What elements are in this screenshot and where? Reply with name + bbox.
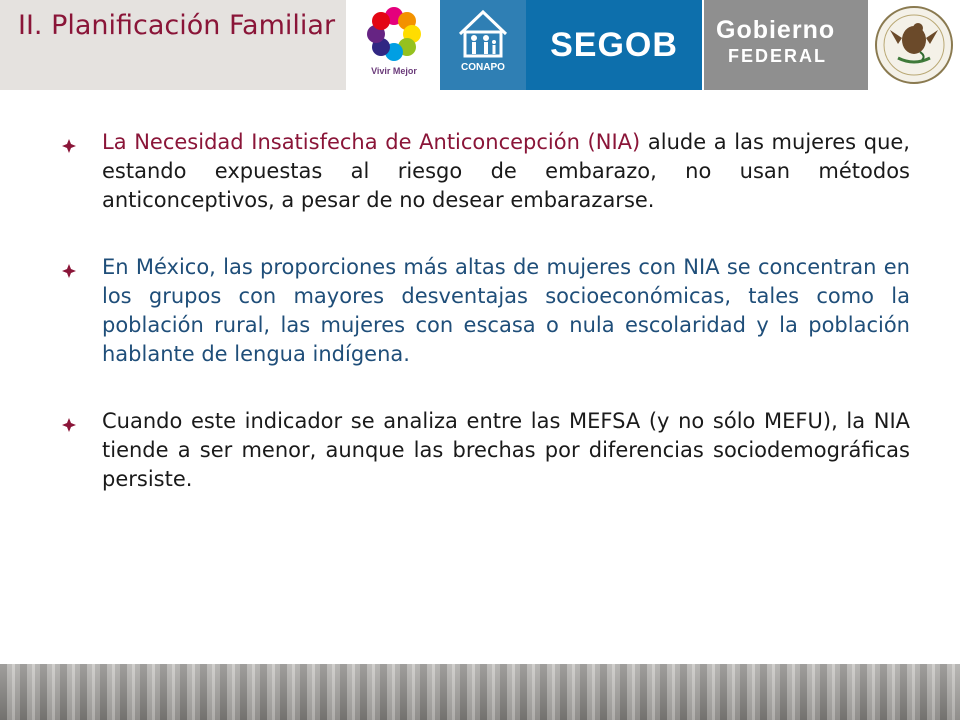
federal-text: FEDERAL [728, 46, 827, 66]
bullet-item [62, 128, 910, 215]
bullet-item [62, 407, 910, 494]
segob-text: SEGOB [550, 26, 678, 64]
slide-content [62, 128, 910, 532]
conapo-house-icon [440, 0, 526, 62]
bullet-text [102, 128, 910, 215]
bullet-text-rest: alude a las mujeres que, estando expuestas al riesgo de embarazo, no usan métodos anticonceptivos, a pesar de no desear embarazarse. [102, 130, 910, 212]
vivir-mejor-caption: Vivir Mejor [371, 66, 417, 76]
footer-shade [0, 664, 960, 720]
diamond-bullet-icon [62, 264, 76, 278]
bullet-item [62, 253, 910, 369]
slide-title: II. Planificación Familiar [18, 10, 336, 41]
nia-definition-highlight: La Necesidad Insatisfecha de Anticoncepción (NIA) [102, 130, 641, 154]
segob-logo [526, 0, 702, 90]
conapo-logo [440, 0, 526, 90]
diamond-bullet-icon [62, 139, 76, 153]
vivir-mejor-logo [350, 0, 438, 90]
national-seal-logo [868, 0, 960, 90]
title-box [0, 0, 346, 90]
bullet-text: En México, las proporciones más altas de mujeres con NIA se concentran en los grupos con mayores desventajas socioeconómicas, tales como la población rural, las mujeres con escasa o nula escolaridad y la población hablante de lengua indígena. [102, 255, 910, 366]
diamond-bullet-icon [62, 418, 76, 432]
gobierno-text: Gobierno [716, 16, 836, 44]
gobierno-federal-logo [704, 0, 868, 90]
mexican-eagle-seal-icon [868, 0, 960, 90]
vivir-mejor-flower-icon [350, 0, 438, 64]
bullet-text: Cuando este indicador se analiza entre las MEFSA (y no sólo MEFU), la NIA tiende a ser menor, aunque las brechas por diferencias sociodemográficas persiste. [102, 409, 910, 491]
conapo-caption: CONAPO [461, 62, 505, 73]
header-bar [0, 0, 960, 90]
